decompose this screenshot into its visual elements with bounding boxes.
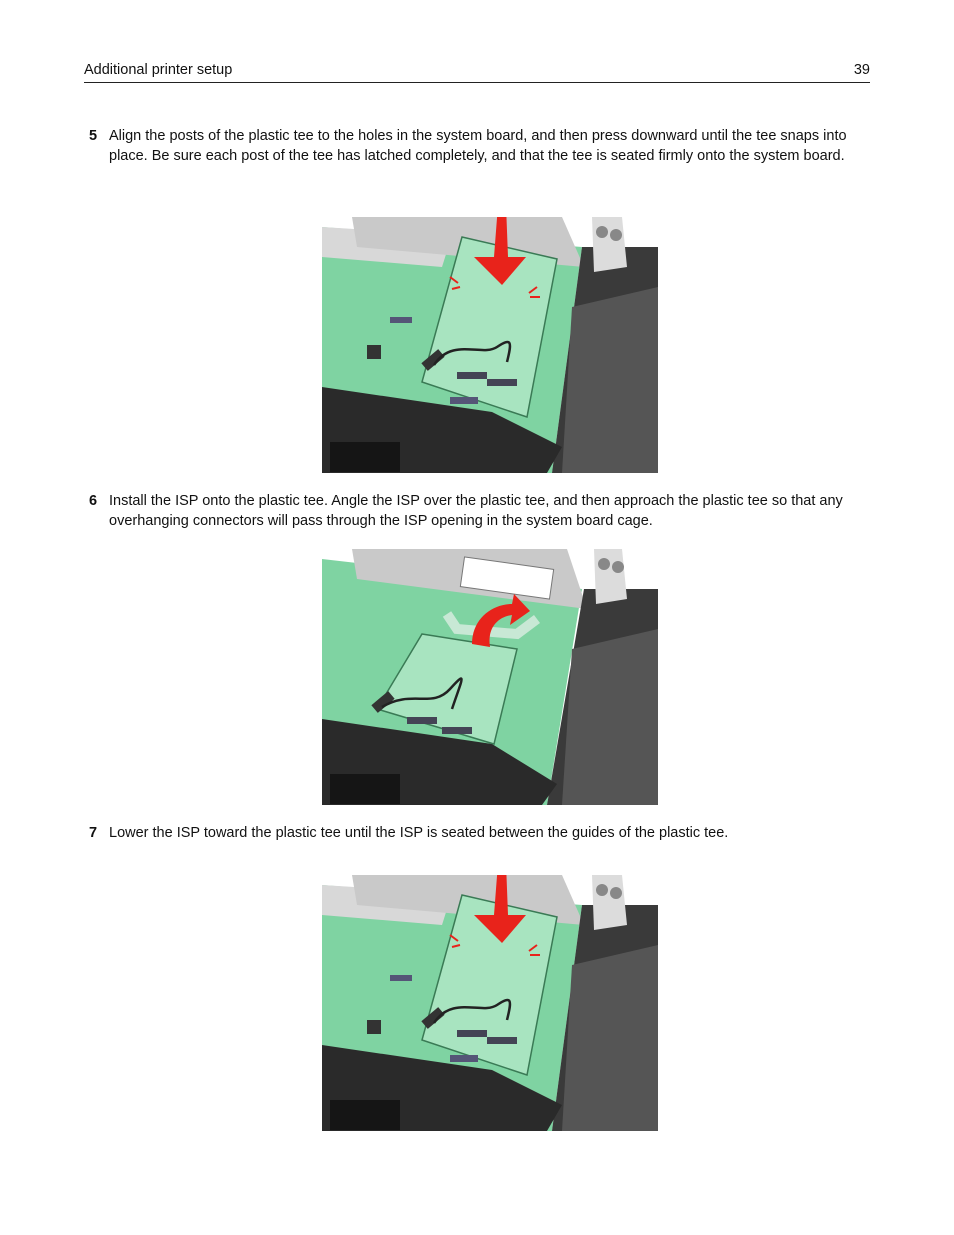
figure-install-isp <box>322 549 658 805</box>
step-text: Align the posts of the plastic tee to the holes in the system board, and then press downward until the tee snaps into place. Be sure each post of the tee has latched completely, and that the tee is seated firmly onto the system board. <box>109 128 847 164</box>
step-number: 6 <box>89 493 98 509</box>
step-text: Install the ISP onto the plastic tee. Angle the ISP over the plastic tee, and then approach the plastic tee so that any overhanging connectors will pass through the ISP opening in the system board cage. <box>109 493 843 529</box>
step-text: Lower the ISP toward the plastic tee until the ISP is seated between the guides of the plastic tee. <box>109 825 729 841</box>
figure-lower-isp <box>322 875 658 1131</box>
step-number: 5 <box>89 128 98 144</box>
page-header <box>84 60 870 83</box>
header-title: Additional printer setup <box>84 62 233 78</box>
figure-press-tee <box>322 217 658 473</box>
page-number: 39 <box>853 62 870 78</box>
step-number: 7 <box>89 825 98 841</box>
